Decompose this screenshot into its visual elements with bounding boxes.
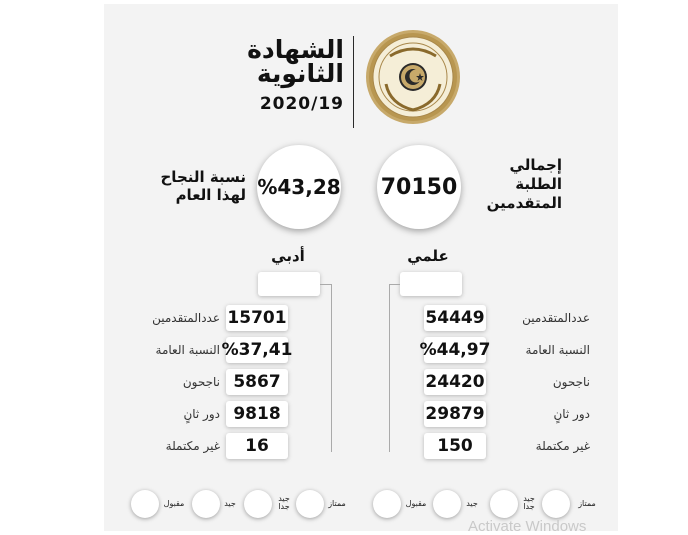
scientific-connector-v (389, 284, 390, 452)
scientific-general-rate: %44,97 (424, 337, 486, 363)
certificate-title (240, 35, 344, 88)
literary-passed: 5867 (226, 369, 288, 395)
literary-general-rate-label: النسبة العامة (155, 343, 220, 357)
literary-grade-acceptable-label: مقبول (163, 499, 185, 508)
scientific-incomplete: 150 (424, 433, 486, 459)
scientific-passed-label: ناجحون (552, 375, 590, 389)
scientific-second-round: 29879 (424, 401, 486, 427)
literary-second-round: 9818 (226, 401, 288, 427)
column-scientific: علمي (407, 247, 449, 265)
literary-incomplete-label: غير مكتملة (165, 439, 220, 453)
total-students-value: 70150 (377, 145, 461, 229)
literary-second-round-label: دور ثانٍ (183, 407, 220, 421)
scientific-passed: 24420 (424, 369, 486, 395)
title-line-1: الشهادة (247, 35, 344, 64)
scientific-grade-good-label: جيد (466, 499, 478, 508)
literary-applicants: 15701 (226, 305, 288, 331)
literary-grade-acceptable (131, 490, 159, 518)
scientific-grade-excellent (542, 490, 570, 518)
literary-grade-excellent (296, 490, 324, 518)
literary-grade-good (192, 490, 220, 518)
scientific-applicants: 54449 (424, 305, 486, 331)
scientific-grade-excellent-label: ممتاز (578, 499, 596, 508)
pass-rate-label: نسبة النجاح لهذا العام (160, 168, 246, 204)
literary-connector (320, 284, 331, 285)
scientific-grade-very-good (490, 490, 518, 518)
scientific-connector (389, 284, 400, 285)
literary-grade-good-label: جيد (224, 499, 236, 508)
scientific-second-round-label: دور ثانٍ (553, 407, 590, 421)
scientific-general-rate-label: النسبة العامة (525, 343, 590, 357)
literary-passed-label: ناجحون (182, 375, 220, 389)
scientific-applicants-label: عددالمتقدمين (522, 311, 590, 325)
literary-applicants-label: عددالمتقدمين (152, 311, 220, 325)
activate-windows-watermark: Activate Windows (468, 518, 587, 535)
scientific-grade-acceptable (373, 490, 401, 518)
scientific-grade-acceptable-label: مقبول (405, 499, 427, 508)
column-literary: أدبي (271, 247, 305, 265)
scientific-header-box (400, 272, 462, 296)
title-line-2: الثانوية (256, 59, 344, 88)
total-students-label: إجمالي الطلبة المتقدمين (486, 156, 562, 212)
scientific-grade-good (433, 490, 461, 518)
literary-incomplete: 16 (226, 433, 288, 459)
academic-year: 2020/19 (259, 94, 344, 114)
ministry-seal-icon (364, 28, 462, 126)
scientific-incomplete-label: غير مكتملة (535, 439, 590, 453)
scientific-grade-very-good-label: جيد جدا (523, 494, 535, 511)
pass-rate-value: %43,28 (257, 145, 341, 229)
literary-general-rate: %37,41 (226, 337, 288, 363)
literary-grade-excellent-label: ممتاز (328, 499, 346, 508)
header-divider (353, 36, 354, 128)
crescent-star-icon (399, 63, 427, 91)
literary-header-box (258, 272, 320, 296)
literary-grade-very-good (244, 490, 272, 518)
literary-connector-v (331, 284, 332, 452)
literary-grade-very-good-label: جيد جدا (278, 494, 290, 511)
